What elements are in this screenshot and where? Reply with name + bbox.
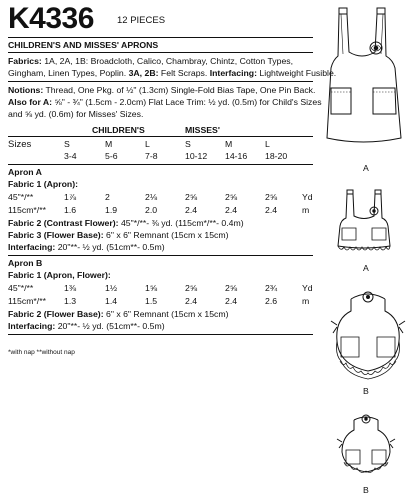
unit-label: m — [302, 205, 310, 215]
yardage-value: 2.4 — [265, 205, 278, 215]
yardage-value: 2⅝ — [185, 192, 198, 202]
notions-label: Notions: — [8, 85, 44, 95]
yardage-value: 1.3 — [64, 296, 77, 306]
divider — [8, 255, 313, 256]
size-letter: M — [225, 139, 233, 149]
fabric2-label: Fabric 2 (Contrast Flower): — [8, 218, 119, 228]
fabric2-text: 6" x 6" Remnant (15cm x 15cm) — [103, 309, 229, 319]
apron-b-fabric2 — [8, 309, 229, 320]
apron-b-illustration-2 — [336, 412, 396, 482]
divider — [8, 81, 313, 82]
fabric2-label: Fabric 2 (Flower Base): — [8, 309, 104, 319]
notions-text: Thread, One Pkg. of ½" (1.3cm) Single-Fold Bias Tape, One Pin Back. — [43, 85, 316, 95]
yardage-value: 1.5 — [145, 296, 158, 306]
size-range: 7-8 — [145, 151, 158, 161]
sizes-label: Sizes — [8, 139, 32, 150]
size-letter: L — [145, 139, 150, 149]
yardage-value: 2 — [105, 192, 110, 202]
yardage-value: 2.0 — [145, 205, 158, 215]
size-letter: S — [64, 139, 70, 149]
divider — [8, 164, 313, 165]
figure-label: B — [363, 386, 369, 396]
apron-b-interfacing — [8, 321, 165, 332]
pattern-title: CHILDREN'S AND MISSES' APRONS — [8, 40, 159, 50]
figure-label: A — [363, 263, 369, 273]
apron-a-title: Apron A — [8, 167, 42, 177]
size-letter: M — [105, 139, 113, 149]
fabric2-text: 45"*/**- ⅜ yd. (115cm*/**- 0.4m) — [118, 218, 244, 228]
yardage-row-label: 45"*/** — [8, 192, 34, 202]
apron-b-title: Apron B — [8, 258, 43, 268]
yardage-value: 2⅝ — [185, 283, 198, 293]
interfacing-label: Interfacing: — [8, 242, 56, 252]
yardage-value: 2⅝ — [225, 192, 238, 202]
apron-a-fabric1-label: Fabric 1 (Apron): — [8, 179, 78, 189]
figure-label: B — [363, 485, 369, 495]
fabrics-line-1 — [8, 56, 293, 67]
apron-a-fabric3 — [8, 230, 229, 241]
fabrics-view-code: 3A, 2B: — [128, 68, 159, 78]
apron-a-illustration-2 — [335, 190, 395, 260]
nap-footnote: *with nap **without nap — [8, 349, 75, 356]
misses-heading: MISSES' — [185, 125, 220, 135]
size-range: 10-12 — [185, 151, 208, 161]
yardage-value: 1.6 — [64, 205, 77, 215]
piece-count: 12 PIECES — [117, 15, 166, 26]
size-letter: S — [185, 139, 191, 149]
yardage-value: 1½ — [105, 283, 118, 293]
divider — [8, 37, 313, 38]
interfacing-label: Interfacing: — [8, 321, 56, 331]
divider — [8, 52, 313, 53]
yardage-value: 1⅝ — [145, 283, 158, 293]
yardage-value: 1.9 — [105, 205, 118, 215]
interfacing-text: Lightweight Fusible. — [257, 68, 337, 78]
apron-b-illustration-1 — [331, 285, 405, 385]
interfacing-label: Interfacing: — [209, 68, 258, 78]
notions-line-3: and ⅝ yd. (0.6m) for Misses' Sizes. — [8, 109, 144, 119]
yardage-value: 1⅜ — [64, 283, 77, 293]
apron-b-fabric1-label: Fabric 1 (Apron, Flower): — [8, 270, 111, 280]
yardage-value: 1.4 — [105, 296, 118, 306]
size-range: 18-20 — [265, 151, 288, 161]
fabrics-line-2 — [8, 68, 336, 79]
unit-label: Yd — [302, 283, 313, 293]
yardage-row-label: 45"*/** — [8, 283, 34, 293]
pattern-number: K4336 — [8, 2, 94, 35]
apron-a-fabric2 — [8, 218, 244, 229]
yardage-value: 1⅞ — [64, 192, 77, 202]
divider — [8, 136, 313, 137]
fabric3-text: 6" x 6" Remnant (15cm x 15cm) — [103, 230, 229, 240]
childrens-heading: CHILDREN'S — [92, 125, 145, 135]
yardage-value: 2⅝ — [225, 283, 238, 293]
also-for-a-label: Also for A: — [8, 97, 53, 107]
fabrics-text: Felt Scraps. — [158, 68, 210, 78]
size-range: 3-4 — [64, 151, 77, 161]
yardage-value: 2⅝ — [265, 192, 278, 202]
unit-label: Yd — [302, 192, 313, 202]
fabrics-label: Fabrics: — [8, 56, 42, 66]
notions-line-1 — [8, 85, 315, 96]
yardage-value: 2⅛ — [145, 192, 158, 202]
notions-line-2 — [8, 97, 322, 108]
yardage-value: 2.4 — [185, 296, 198, 306]
fabrics-text: Gingham, Linen Types, Poplin. — [8, 68, 129, 78]
yardage-value: 2.6 — [265, 296, 278, 306]
interfacing-text: 20"**- ½ yd. (51cm**- 0.5m) — [55, 321, 165, 331]
unit-label: m — [302, 296, 310, 306]
notions-text: ⅝" - ¾" (1.5cm - 2.0cm) Flat Lace Trim: ½ yd. (0.5m) for Child's Sizes — [52, 97, 322, 107]
yardage-value: 2.4 — [185, 205, 198, 215]
yardage-value: 2¾ — [265, 283, 278, 293]
interfacing-text: 20"**- ½ yd. (51cm**- 0.5m) — [55, 242, 165, 252]
yardage-value: 2.4 — [225, 205, 238, 215]
size-range: 5-6 — [105, 151, 118, 161]
apron-a-interfacing — [8, 242, 165, 253]
size-range: 14-16 — [225, 151, 248, 161]
fabrics-text: 1A, 2A, 1B: Broadcloth, Calico, Chambray, Chintz, Cotton Types, — [41, 56, 294, 66]
divider — [8, 334, 313, 335]
size-letter: L — [265, 139, 270, 149]
apron-a-illustration-1 — [323, 8, 407, 163]
fabric3-label: Fabric 3 (Flower Base): — [8, 230, 104, 240]
yardage-value: 2.4 — [225, 296, 238, 306]
yardage-row-label: 115cm*/** — [8, 296, 46, 306]
yardage-row-label: 115cm*/** — [8, 205, 46, 215]
figure-label: A — [363, 163, 369, 173]
